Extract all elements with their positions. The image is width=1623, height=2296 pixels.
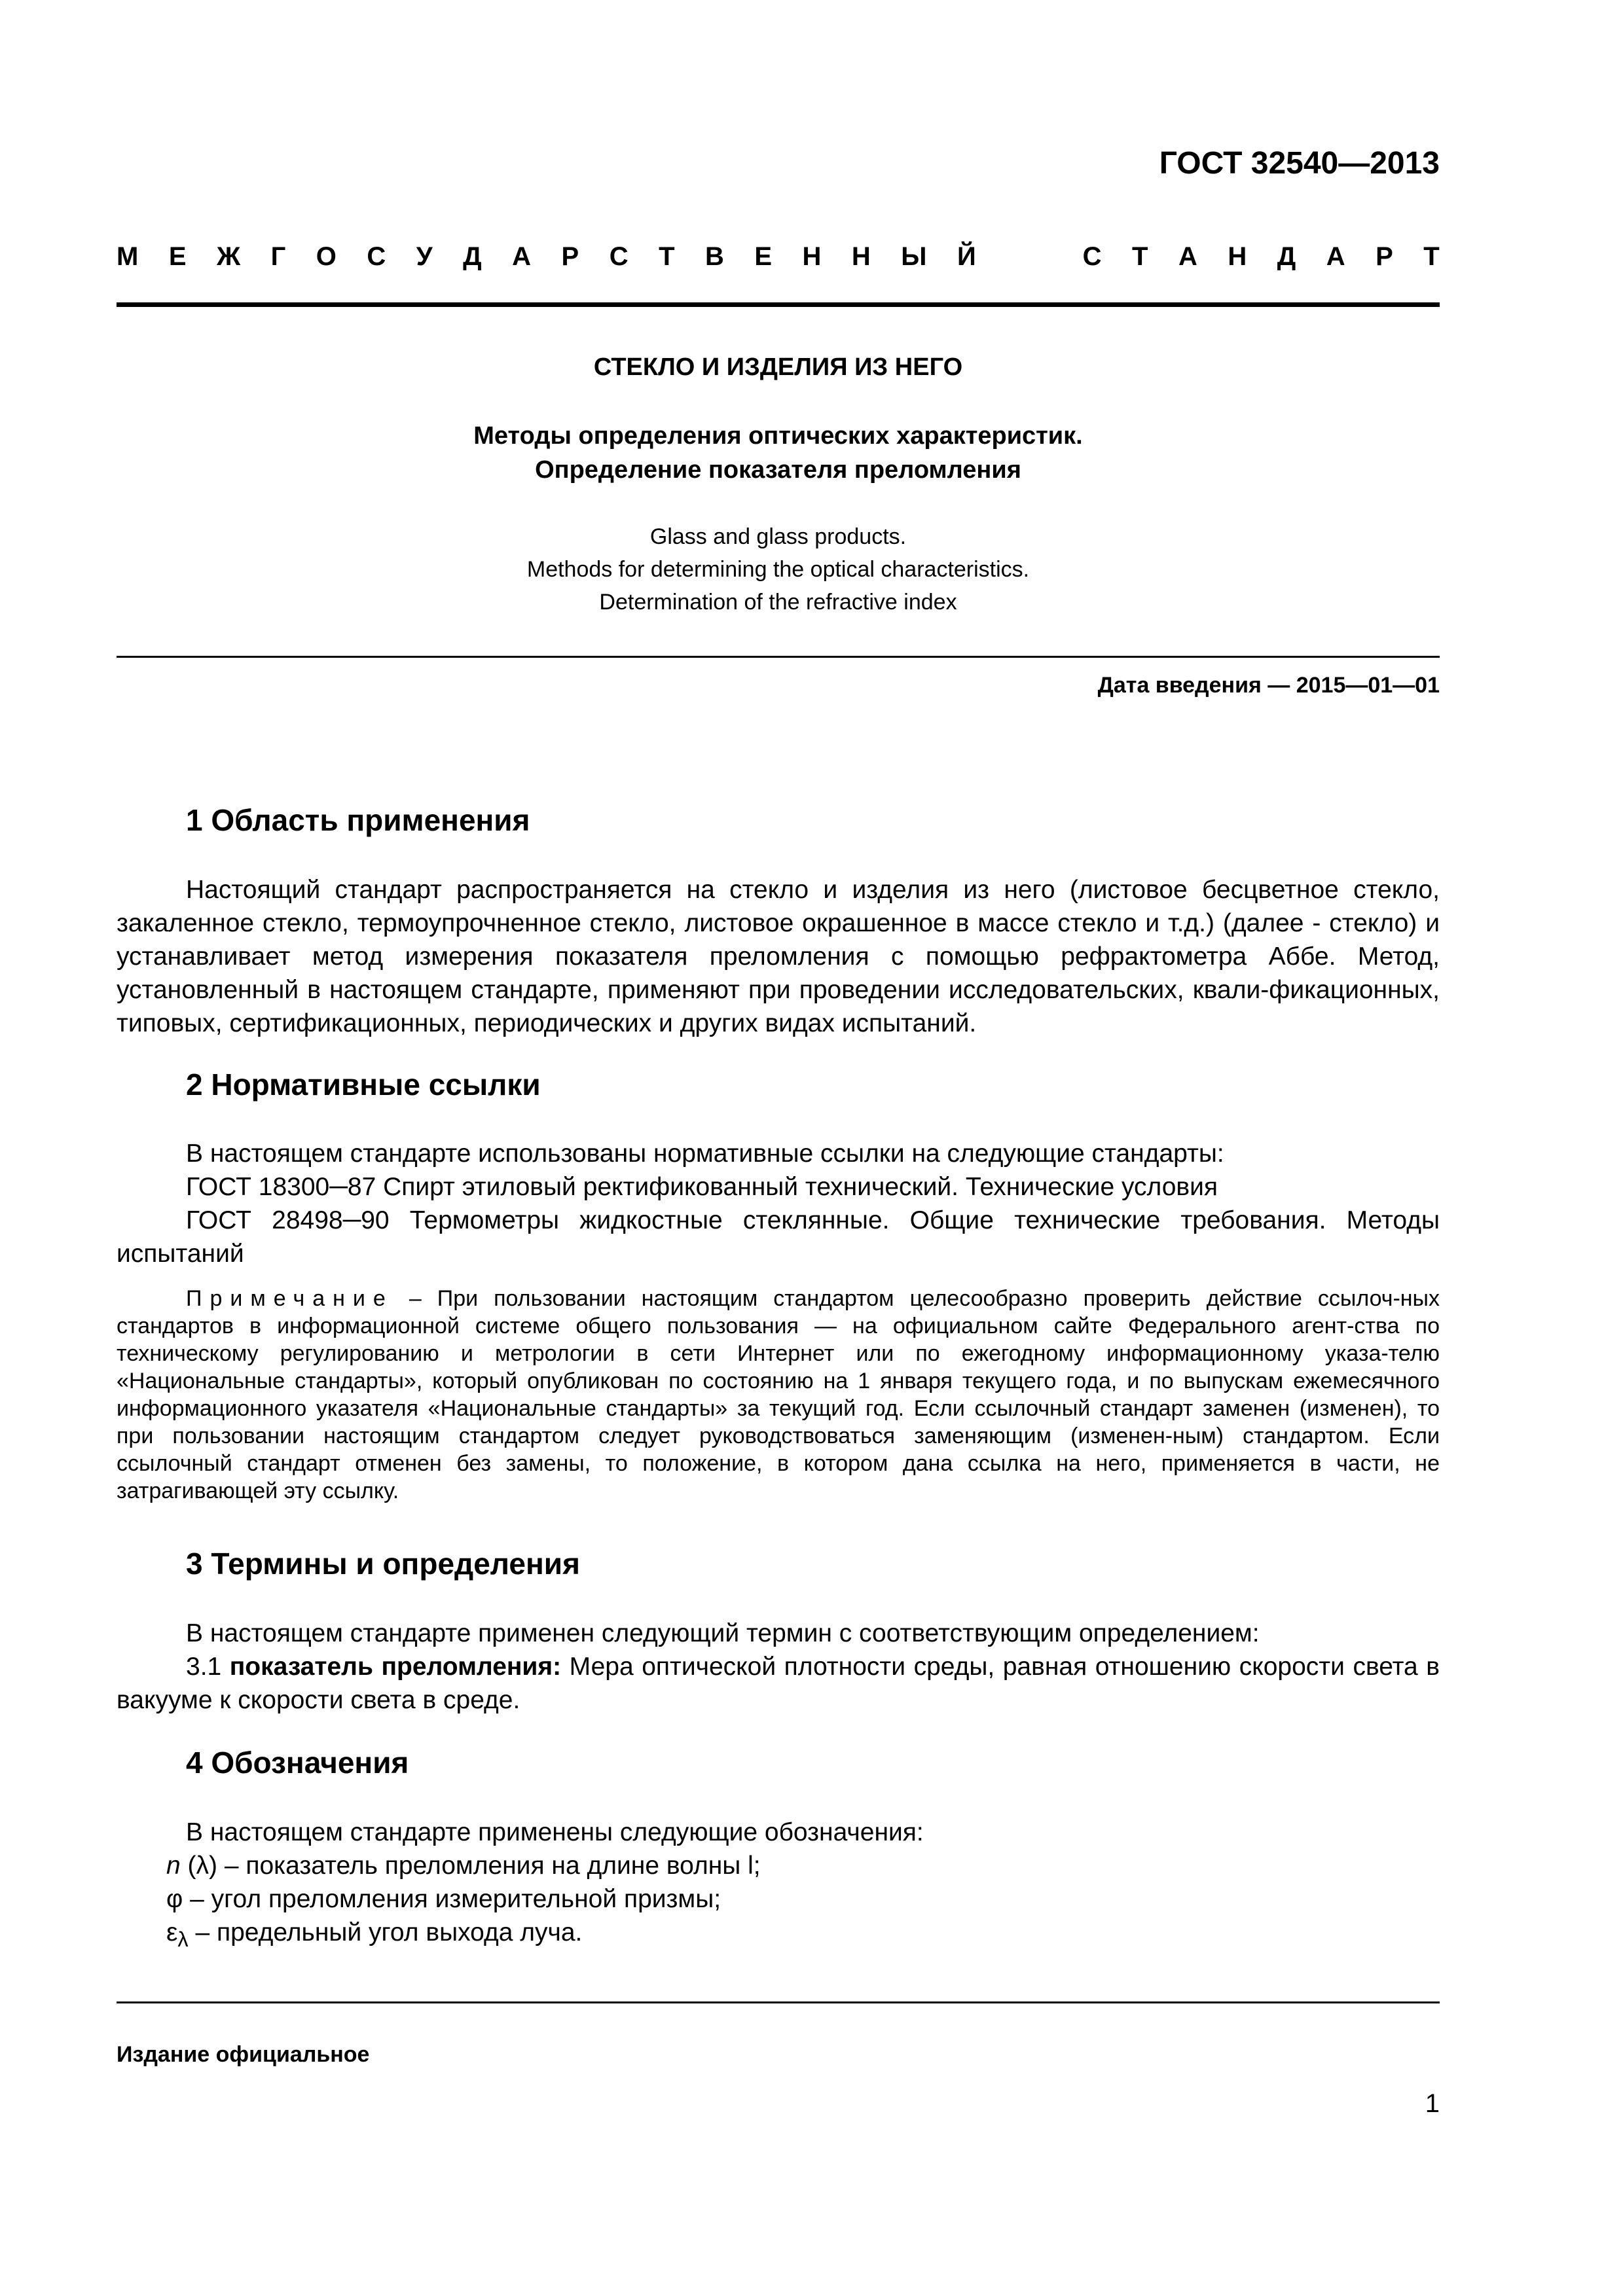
symbol-n: [117, 1849, 1440, 1882]
subtitle-line-1: Методы определения оптических характеристик.: [473, 422, 1083, 450]
standard-type-word1-letter: С: [609, 242, 629, 271]
introduction-date: Дата введения — 2015—01—01: [1097, 673, 1440, 698]
section-2-note: [117, 1285, 1440, 1505]
standard-type-word1-letter: Г: [270, 242, 286, 271]
standard-type-word1-letter: У: [416, 242, 433, 271]
standard-type-heading: [117, 242, 1440, 272]
symbol-epsilon-subscript: λ: [177, 1927, 189, 1951]
section-3-text: [117, 1617, 1440, 1717]
section-1-heading: 1 Область применения: [186, 803, 530, 837]
title-rule: [117, 656, 1440, 658]
english-title-line-2: Methods for determining the optical characteristics.: [526, 557, 1030, 582]
section-3-definition: [117, 1650, 1440, 1717]
standard-type-word2-letter: Н: [1228, 242, 1247, 271]
document-subtitle: [117, 419, 1440, 487]
term-definition: Мера оптической плотности среды, равная отношению скорости света в вакууме к скорости света в среде.: [117, 1653, 1440, 1714]
standard-type-word1-letter: Р: [561, 242, 579, 271]
page-number: 1: [1425, 2089, 1440, 2118]
standard-type-word2-letter: А: [1326, 242, 1345, 271]
standard-type-word2-letter: А: [1178, 242, 1197, 271]
section-1-paragraph: Настоящий стандарт распространяется на стекло и изделия из него (листовое бесцветное стекло, закаленное стекло, термоупрочненное стекло, листовое окрашенное в массе стекло и т.д.) (далее - стекло) и устанавливает метод измерения показателя преломления с помощью рефрактометра Аббе. Метод, установленный в настоящем стандарте, применяют при проведении исследовательских, квали-фикационных, типовых, сертификационных, периодических и других видах испытаний.: [117, 876, 1440, 1037]
section-4-list: [117, 1816, 1440, 1956]
standard-type-word1-letter: Т: [659, 242, 675, 271]
subtitle-line-2: Определение показателя преломления: [535, 456, 1021, 484]
section-2-reference-2: ГОСТ 28498─90 Термометры жидкостные стеклянные. Общие технические требования. Методы испытаний: [117, 1206, 1440, 1268]
term-number: 3.1: [186, 1653, 230, 1681]
standard-type-word2-letter: С: [1082, 242, 1102, 271]
symbol-n-variable: n: [166, 1852, 181, 1880]
section-2-paragraph-1: В настоящем стандарте использованы нормативные ссылки на следующие стандарты:: [186, 1139, 1224, 1168]
note-text: – При пользовании настоящим стандартом целесообразно проверить действие ссылоч-ных стандартов в информационной системе общего пользования — на официальном сайте Федерального агент-ства по техническому регулированию и метрологии в сети Интернет или по ежегодному информационному указа-телю «Национальные стандарты», который опубликован по состоянию на 1 января текущего года, и по выпускам ежемесячного информационного указателя «Национальные стандарты» за текущий год. Если ссылочный стандарт заменен (изменен), то при пользовании настоящим стандартом следует руководствоваться заменяющим (изменен-ным) стандартом. Если ссылочный стандарт отменен без замены, то положение, в котором дана ссылка на него, применяется в части, не затрагивающей эту ссылку.: [117, 1286, 1440, 1503]
standard-type-word1-letter: Ы: [901, 242, 927, 271]
standard-type-word1-letter: Н: [802, 242, 822, 271]
standard-type-word1-letter: Д: [463, 242, 482, 271]
word-gap: [1006, 242, 1052, 272]
document-number: ГОСТ 32540—2013: [1159, 146, 1440, 181]
english-title-line-1: Glass and glass products.: [649, 524, 907, 549]
edition-label: Издание официальное: [117, 2042, 370, 2067]
standard-type-word1-letter: А: [512, 242, 532, 271]
standard-type-word1-letter: Н: [851, 242, 871, 271]
header-rule: [117, 302, 1440, 307]
standard-type-word1-letter: Й: [957, 242, 976, 271]
note-label: Примечание: [186, 1286, 393, 1311]
standard-type-word1-letter: Е: [754, 242, 773, 271]
section-4-paragraph-1: В настоящем стандарте применены следующие обозначения:: [186, 1818, 924, 1846]
term-name: показатель преломления:: [229, 1653, 562, 1681]
section-3-paragraph-1: В настоящем стандарте применен следующий термин с соответствующим определением:: [186, 1619, 1260, 1647]
symbol-epsilon-base: ε: [166, 1918, 178, 1946]
section-1-text: [117, 873, 1440, 1040]
standard-type-word2-letter: Т: [1132, 242, 1148, 271]
section-2-text: [117, 1137, 1440, 1270]
standard-type-word2-letter: Д: [1277, 242, 1296, 271]
standard-type-word1-letter: С: [367, 242, 386, 271]
section-2-heading: 2 Нормативные ссылки: [186, 1067, 541, 1102]
standard-type-word2-letter: Т: [1423, 242, 1440, 271]
document-title: СТЕКЛО И ИЗДЕЛИЯ ИЗ НЕГО: [593, 353, 963, 381]
footer-rule: [117, 2001, 1440, 2003]
standard-type-word2-letter: Р: [1376, 242, 1393, 271]
standard-type-word1-letter: Ж: [216, 242, 241, 271]
section-4-heading: 4 Обозначения: [186, 1746, 409, 1780]
symbol-phi: φ – угол преломления измерительной призмы;: [166, 1885, 721, 1913]
standard-type-word1-letter: В: [704, 242, 724, 271]
section-2-reference-1: ГОСТ 18300─87 Спирт этиловый ректификованный технический. Технические условия: [186, 1173, 1218, 1201]
symbol-epsilon: [117, 1916, 1440, 1956]
standard-type-word1-letter: Е: [168, 242, 187, 271]
symbol-n-description: (λ) – показатель преломления на длине волны l;: [180, 1852, 761, 1880]
standard-type-word1-letter: О: [316, 242, 337, 271]
english-title-line-3: Determination of the refractive index: [599, 590, 957, 615]
english-title: [117, 520, 1440, 619]
section-3-heading: 3 Термины и определения: [186, 1547, 580, 1581]
symbol-epsilon-description: – предельный угол выхода луча.: [188, 1918, 583, 1946]
standard-type-word1-letter: М: [117, 242, 139, 271]
